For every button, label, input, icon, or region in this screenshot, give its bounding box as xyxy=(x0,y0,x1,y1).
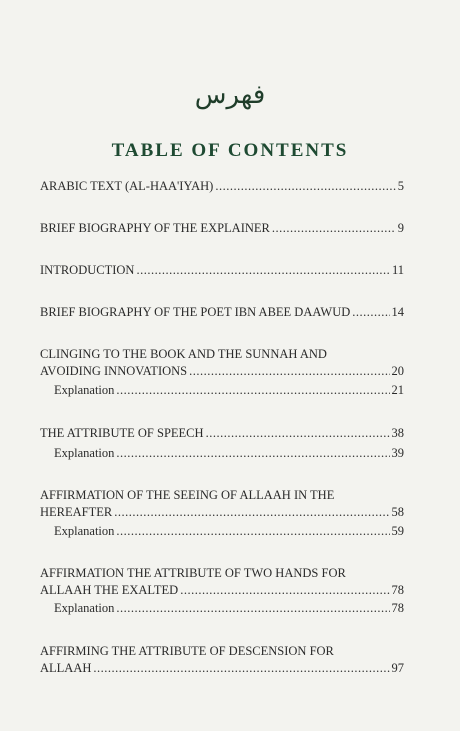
dot-leader xyxy=(116,445,389,462)
toc-entry-title-line-2: HEREAFTER xyxy=(40,505,113,519)
toc-entry-title: BRIEF BIOGRAPHY OF THE POET IBN ABEE DAAWUD xyxy=(40,305,351,319)
toc-entry-title-line-1: CLINGING TO THE BOOK AND THE SUNNAH AND xyxy=(40,347,327,361)
dot-leader xyxy=(93,660,389,677)
toc-entry-title: THE ATTRIBUTE OF SPEECH xyxy=(40,426,204,440)
toc-entry[interactable] xyxy=(40,425,404,442)
dot-leader xyxy=(352,304,389,321)
toc-page-number: 5 xyxy=(397,179,404,193)
toc-entry[interactable] xyxy=(40,643,404,677)
toc-subentry[interactable] xyxy=(54,523,404,540)
toc-entry-title-line-1: AFFIRMING THE ATTRIBUTE OF DESCENSION FOR xyxy=(40,644,334,658)
toc-entry-title: Explanation xyxy=(54,383,115,397)
dot-leader xyxy=(272,220,396,237)
toc-page-number: 38 xyxy=(391,426,404,440)
toc-entry-title-line-2: ALLAAH xyxy=(40,661,92,675)
toc-page-number: 97 xyxy=(391,661,404,675)
toc-subentry[interactable] xyxy=(54,600,404,617)
toc-entry-title: ARABIC TEXT (AL-HAA'IYAH) xyxy=(40,179,214,193)
toc-page-number: 78 xyxy=(391,601,404,615)
toc-entry-title-line-1: AFFIRMATION THE ATTRIBUTE OF TWO HANDS FOR xyxy=(40,566,346,580)
toc-subentry[interactable] xyxy=(54,382,404,399)
toc-page-number: 39 xyxy=(391,446,404,460)
dot-leader xyxy=(116,382,389,399)
toc-page-number: 59 xyxy=(391,524,404,538)
toc-entry[interactable] xyxy=(40,346,404,380)
toc-page-number: 9 xyxy=(397,221,404,235)
toc-subentry[interactable] xyxy=(54,445,404,462)
dot-leader xyxy=(206,425,390,442)
dot-leader xyxy=(116,523,389,540)
toc-entry[interactable] xyxy=(40,178,404,195)
toc-page-number: 58 xyxy=(391,505,404,519)
page-title: TABLE OF CONTENTS xyxy=(111,140,349,161)
toc-entry-title: INTRODUCTION xyxy=(40,263,135,277)
dot-leader xyxy=(114,504,389,521)
toc-page-number: 78 xyxy=(391,583,404,597)
toc-entry[interactable] xyxy=(40,220,404,237)
dot-leader xyxy=(116,600,389,617)
toc-entry[interactable] xyxy=(40,262,404,279)
toc-entry-title: Explanation xyxy=(54,524,115,538)
toc-page-number: 21 xyxy=(391,383,404,397)
dot-leader xyxy=(180,582,389,599)
toc-page-number: 20 xyxy=(391,364,404,378)
dot-leader xyxy=(189,363,389,380)
toc-entry-title: BRIEF BIOGRAPHY OF THE EXPLAINER xyxy=(40,221,270,235)
toc-entry-title: Explanation xyxy=(54,446,115,460)
toc-entry-title: Explanation xyxy=(54,601,115,615)
toc-entry-title-line-1: AFFIRMATION OF THE SEEING OF ALLAAH IN THE xyxy=(40,488,335,502)
toc-entry[interactable] xyxy=(40,565,404,599)
toc-page-number: 11 xyxy=(391,263,404,277)
toc-entry[interactable] xyxy=(40,487,404,521)
dot-leader xyxy=(136,262,390,279)
dot-leader xyxy=(215,178,395,195)
toc-entry[interactable] xyxy=(40,304,404,321)
toc-page-number: 14 xyxy=(391,305,404,319)
toc-entry-title-line-2: AVOIDING INNOVATIONS xyxy=(40,364,188,378)
arabic-calligraphy-ornament: فهرس xyxy=(194,80,266,110)
toc-entry-title-line-2: ALLAAH THE EXALTED xyxy=(40,583,179,597)
